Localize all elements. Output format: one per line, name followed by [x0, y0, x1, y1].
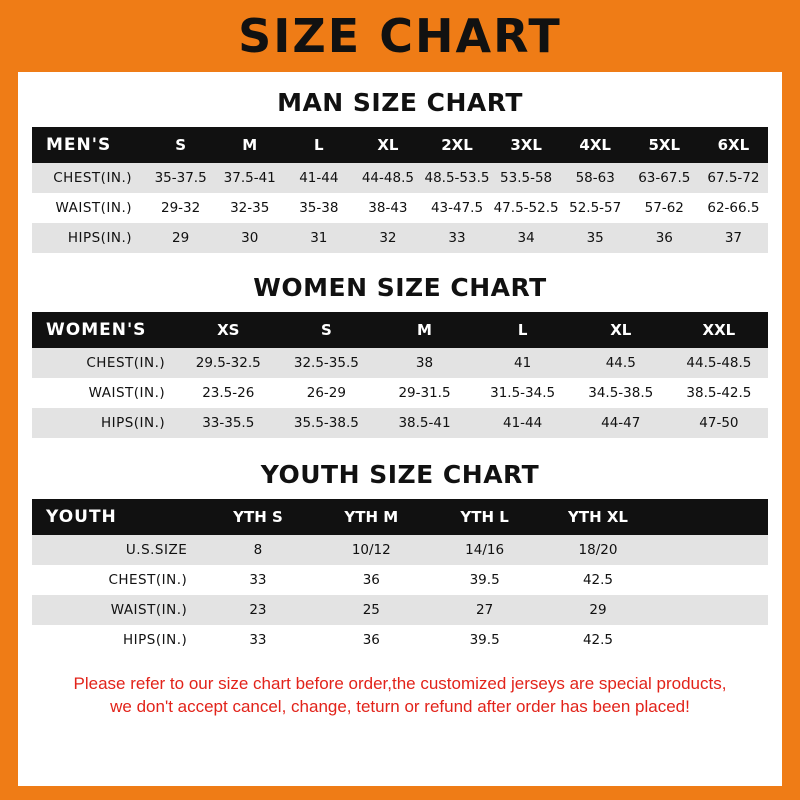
- header-band: [0, 0, 800, 72]
- women-row-2-label: HIPS(IN.): [32, 408, 179, 438]
- youth-row-0-label: U.S.SIZE: [32, 535, 201, 565]
- women-cell-2-2: 38.5-41: [375, 408, 473, 438]
- women-cell-2-0: 33-35.5: [179, 408, 277, 438]
- youth-cell-3-2: 39.5: [428, 625, 541, 655]
- table-header-row: [32, 127, 768, 163]
- youth-cell-0-4: [655, 535, 768, 565]
- footer-note-line-1: Please refer to our size chart before order,the customized jerseys are special products,: [73, 674, 727, 693]
- man-cell-0-5: 53.5-58: [492, 163, 561, 193]
- women-cell-1-3: 31.5-34.5: [474, 378, 572, 408]
- man-cell-0-0: 35-37.5: [146, 163, 215, 193]
- youth-cell-3-3: 42.5: [541, 625, 654, 655]
- youth-cell-0-1: 10/12: [315, 535, 428, 565]
- youth-cell-2-0: 23: [201, 595, 314, 625]
- man-size-table: [32, 127, 768, 253]
- page-title: SIZE CHART: [238, 9, 562, 63]
- women-col-0: XS: [179, 312, 277, 348]
- man-cell-1-7: 57-62: [630, 193, 699, 223]
- women-cell-0-2: 38: [375, 348, 473, 378]
- youth-cell-3-1: 36: [315, 625, 428, 655]
- women-col-3: L: [474, 312, 572, 348]
- table-row: [32, 163, 768, 193]
- man-section-title: MAN SIZE CHART: [277, 88, 523, 117]
- women-cell-1-4: 34.5-38.5: [572, 378, 670, 408]
- youth-row-1-label: CHEST(IN.): [32, 565, 201, 595]
- man-cell-1-2: 35-38: [284, 193, 353, 223]
- youth-cell-1-1: 36: [315, 565, 428, 595]
- man-col-2: L: [284, 127, 353, 163]
- youth-cell-3-4: [655, 625, 768, 655]
- women-cell-2-4: 44-47: [572, 408, 670, 438]
- women-row-1-label: WAIST(IN.): [32, 378, 179, 408]
- man-cell-2-5: 34: [492, 223, 561, 253]
- content: [18, 88, 782, 719]
- women-cell-0-0: 29.5-32.5: [179, 348, 277, 378]
- women-cell-0-5: 44.5-48.5: [670, 348, 768, 378]
- man-cell-2-3: 32: [353, 223, 422, 253]
- youth-cell-1-3: 42.5: [541, 565, 654, 595]
- man-row-2-label: HIPS(IN.): [32, 223, 146, 253]
- man-col-8: 6XL: [699, 127, 768, 163]
- youth-col-0: YTH S: [201, 499, 314, 535]
- man-cell-2-8: 37: [699, 223, 768, 253]
- man-cell-0-4: 48.5-53.5: [422, 163, 491, 193]
- youth-col-1: YTH M: [315, 499, 428, 535]
- man-col-5: 3XL: [492, 127, 561, 163]
- man-cell-0-6: 58-63: [561, 163, 630, 193]
- women-section-title: WOMEN SIZE CHART: [253, 273, 547, 302]
- footer-note: [38, 673, 762, 719]
- table-row: [32, 193, 768, 223]
- table-header-row: [32, 499, 768, 535]
- man-cell-1-3: 38-43: [353, 193, 422, 223]
- man-cell-1-0: 29-32: [146, 193, 215, 223]
- women-size-table: [32, 312, 768, 438]
- women-col-2: M: [375, 312, 473, 348]
- man-cell-2-2: 31: [284, 223, 353, 253]
- women-cell-1-2: 29-31.5: [375, 378, 473, 408]
- youth-section-title: YOUTH SIZE CHART: [260, 460, 540, 489]
- youth-cell-0-0: 8: [201, 535, 314, 565]
- youth-cell-1-0: 33: [201, 565, 314, 595]
- table-row: [32, 565, 768, 595]
- women-cell-0-1: 32.5-35.5: [277, 348, 375, 378]
- youth-cell-1-4: [655, 565, 768, 595]
- man-col-6: 4XL: [561, 127, 630, 163]
- table-row: [32, 625, 768, 655]
- youth-cell-2-1: 25: [315, 595, 428, 625]
- man-cell-0-1: 37.5-41: [215, 163, 284, 193]
- man-row-0-label: CHEST(IN.): [32, 163, 146, 193]
- youth-cell-0-3: 18/20: [541, 535, 654, 565]
- footer-note-line-2: we don't accept cancel, change, teturn or refund after order has been placed!: [110, 696, 690, 716]
- man-cell-0-2: 41-44: [284, 163, 353, 193]
- man-cell-1-1: 32-35: [215, 193, 284, 223]
- women-cell-2-1: 35.5-38.5: [277, 408, 375, 438]
- youth-cell-2-3: 29: [541, 595, 654, 625]
- women-cell-2-3: 41-44: [474, 408, 572, 438]
- table-row: [32, 378, 768, 408]
- man-cell-1-5: 47.5-52.5: [492, 193, 561, 223]
- man-col-3: XL: [353, 127, 422, 163]
- women-cell-0-4: 44.5: [572, 348, 670, 378]
- table-row: [32, 408, 768, 438]
- youth-col-3: YTH XL: [541, 499, 654, 535]
- youth-col-2: YTH L: [428, 499, 541, 535]
- man-cell-1-8: 62-66.5: [699, 193, 768, 223]
- women-col-1: S: [277, 312, 375, 348]
- table-row: [32, 595, 768, 625]
- man-cell-2-1: 30: [215, 223, 284, 253]
- women-row-0-label: CHEST(IN.): [32, 348, 179, 378]
- man-cell-0-8: 67.5-72: [699, 163, 768, 193]
- youth-cell-3-0: 33: [201, 625, 314, 655]
- bottom-band: [0, 786, 800, 800]
- youth-size-table: [32, 499, 768, 655]
- women-cell-1-0: 23.5-26: [179, 378, 277, 408]
- women-cell-0-3: 41: [474, 348, 572, 378]
- women-cell-1-1: 26-29: [277, 378, 375, 408]
- man-col-0: S: [146, 127, 215, 163]
- man-cell-0-7: 63-67.5: [630, 163, 699, 193]
- women-cell-1-5: 38.5-42.5: [670, 378, 768, 408]
- man-col-4: 2XL: [422, 127, 491, 163]
- youth-header-label: YOUTH: [32, 499, 201, 535]
- table-row: [32, 535, 768, 565]
- man-col-1: M: [215, 127, 284, 163]
- man-cell-2-4: 33: [422, 223, 491, 253]
- man-cell-1-4: 43-47.5: [422, 193, 491, 223]
- man-cell-2-6: 35: [561, 223, 630, 253]
- man-cell-2-0: 29: [146, 223, 215, 253]
- women-col-4: XL: [572, 312, 670, 348]
- youth-cell-1-2: 39.5: [428, 565, 541, 595]
- youth-row-2-label: WAIST(IN.): [32, 595, 201, 625]
- man-cell-2-7: 36: [630, 223, 699, 253]
- table-header-row: [32, 312, 768, 348]
- man-row-1-label: WAIST(IN.): [32, 193, 146, 223]
- table-row: [32, 348, 768, 378]
- man-cell-1-6: 52.5-57: [561, 193, 630, 223]
- man-col-7: 5XL: [630, 127, 699, 163]
- women-col-5: XXL: [670, 312, 768, 348]
- youth-row-3-label: HIPS(IN.): [32, 625, 201, 655]
- youth-cell-2-2: 27: [428, 595, 541, 625]
- youth-cell-0-2: 14/16: [428, 535, 541, 565]
- women-cell-2-5: 47-50: [670, 408, 768, 438]
- youth-cell-2-4: [655, 595, 768, 625]
- women-header-label: WOMEN'S: [32, 312, 179, 348]
- man-header-label: MEN'S: [32, 127, 146, 163]
- youth-col-4: [655, 499, 768, 535]
- man-cell-0-3: 44-48.5: [353, 163, 422, 193]
- table-row: [32, 223, 768, 253]
